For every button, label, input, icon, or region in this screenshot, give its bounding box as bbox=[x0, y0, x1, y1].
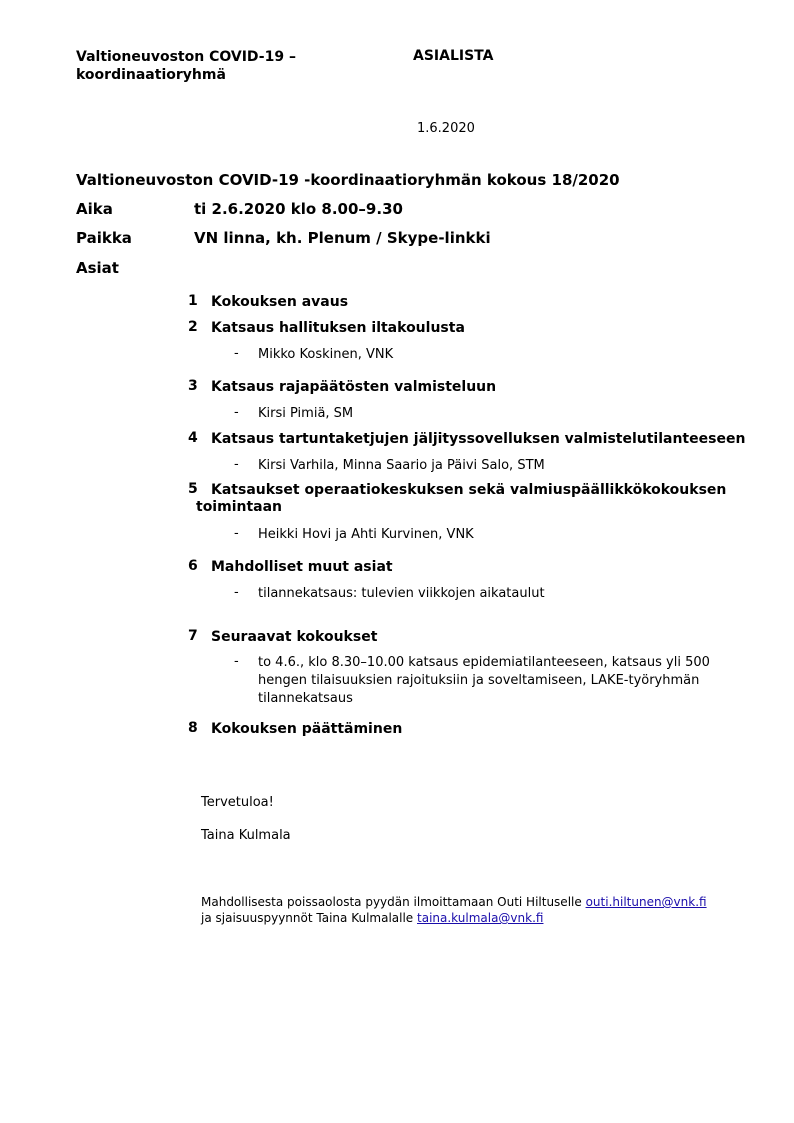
topics-label: Asiat bbox=[76, 259, 119, 277]
organization-line-2: koordinaatioryhmä bbox=[76, 67, 226, 83]
agenda-item-note bbox=[258, 654, 718, 708]
agenda-item-title: Kokouksen avaus bbox=[211, 294, 349, 310]
bullet-dash: - bbox=[234, 654, 239, 669]
agenda-item-number: 7 bbox=[188, 628, 198, 644]
agenda-item-title-continued: toimintaan bbox=[196, 499, 283, 515]
agenda-item-presenter: Kirsi Varhila, Minna Saario ja Päivi Salo, STM bbox=[258, 458, 545, 473]
agenda-item-title: Katsaus rajapäätösten valmisteluun bbox=[211, 379, 497, 395]
note-line: hengen tilaisuuksien rajoituksiin ja soveltamiseen, LAKE-työryhmän bbox=[258, 673, 700, 688]
place-value: VN linna, kh. Plenum / Skype-linkki bbox=[194, 229, 491, 247]
agenda-item-title: Mahdolliset muut asiat bbox=[211, 559, 393, 575]
signature: Taina Kulmala bbox=[201, 828, 291, 843]
footer-line-2 bbox=[201, 910, 543, 926]
time-value: ti 2.6.2020 klo 8.00–9.30 bbox=[194, 200, 403, 218]
bullet-dash: - bbox=[234, 585, 239, 600]
agenda-item-number: 4 bbox=[188, 430, 198, 446]
organization-name bbox=[76, 48, 296, 84]
agenda-item-number: 1 bbox=[188, 293, 198, 309]
agenda-item-number: 3 bbox=[188, 378, 198, 394]
agenda-item-number: 6 bbox=[188, 558, 198, 574]
agenda-item-title: Kokouksen päättäminen bbox=[211, 721, 403, 737]
footer-line-1 bbox=[201, 894, 707, 910]
agenda-item-title: Katsaus tartuntaketjujen jäljityssovelluksen valmistelutilanteeseen bbox=[211, 431, 746, 447]
bullet-dash: - bbox=[234, 526, 239, 541]
agenda-item-title: Seuraavat kokoukset bbox=[211, 629, 378, 645]
agenda-item-presenter: Mikko Koskinen, VNK bbox=[258, 347, 394, 362]
agenda-item-note: tilannekatsaus: tulevien viikkojen aikataulut bbox=[258, 586, 545, 601]
document-date: 1.6.2020 bbox=[417, 121, 475, 136]
agenda-item-presenter: Kirsi Pimiä, SM bbox=[258, 406, 354, 421]
footer-text: Mahdollisesta poissaolosta pyydän ilmoittamaan Outi Hiltuselle bbox=[201, 895, 582, 909]
footer-text: ja sjaisuuspyynnöt Taina Kulmalalle bbox=[201, 911, 414, 925]
organization-line-1: Valtioneuvoston COVID-19 – bbox=[76, 49, 296, 65]
email-link-taina[interactable]: taina.kulmala@vnk.fi bbox=[417, 911, 544, 925]
agenda-item-title: Katsaus hallituksen iltakoulusta bbox=[211, 320, 465, 336]
email-link-outi[interactable]: outi.hiltunen@vnk.fi bbox=[585, 895, 707, 909]
bullet-dash: - bbox=[234, 346, 239, 361]
greeting: Tervetuloa! bbox=[201, 795, 274, 810]
agenda-item-title: Katsaukset operaatiokeskuksen sekä valmiuspäällikkökokouksen bbox=[211, 482, 727, 498]
time-label: Aika bbox=[76, 200, 113, 218]
agenda-item-number: 8 bbox=[188, 720, 198, 736]
agenda-item-number: 2 bbox=[188, 319, 198, 335]
agenda-item-presenter: Heikki Hovi ja Ahti Kurvinen, VNK bbox=[258, 527, 474, 542]
document-type: ASIALISTA bbox=[413, 48, 494, 64]
meeting-title: Valtioneuvoston COVID-19 -koordinaatioryhmän kokous 18/2020 bbox=[76, 171, 620, 189]
bullet-dash: - bbox=[234, 457, 239, 472]
place-label: Paikka bbox=[76, 229, 132, 247]
agenda-item-number: 5 bbox=[188, 481, 198, 497]
note-line: tilannekatsaus bbox=[258, 691, 353, 706]
note-line: to 4.6., klo 8.30–10.00 katsaus epidemiatilanteeseen, katsaus yli 500 bbox=[258, 655, 710, 670]
bullet-dash: - bbox=[234, 405, 239, 420]
